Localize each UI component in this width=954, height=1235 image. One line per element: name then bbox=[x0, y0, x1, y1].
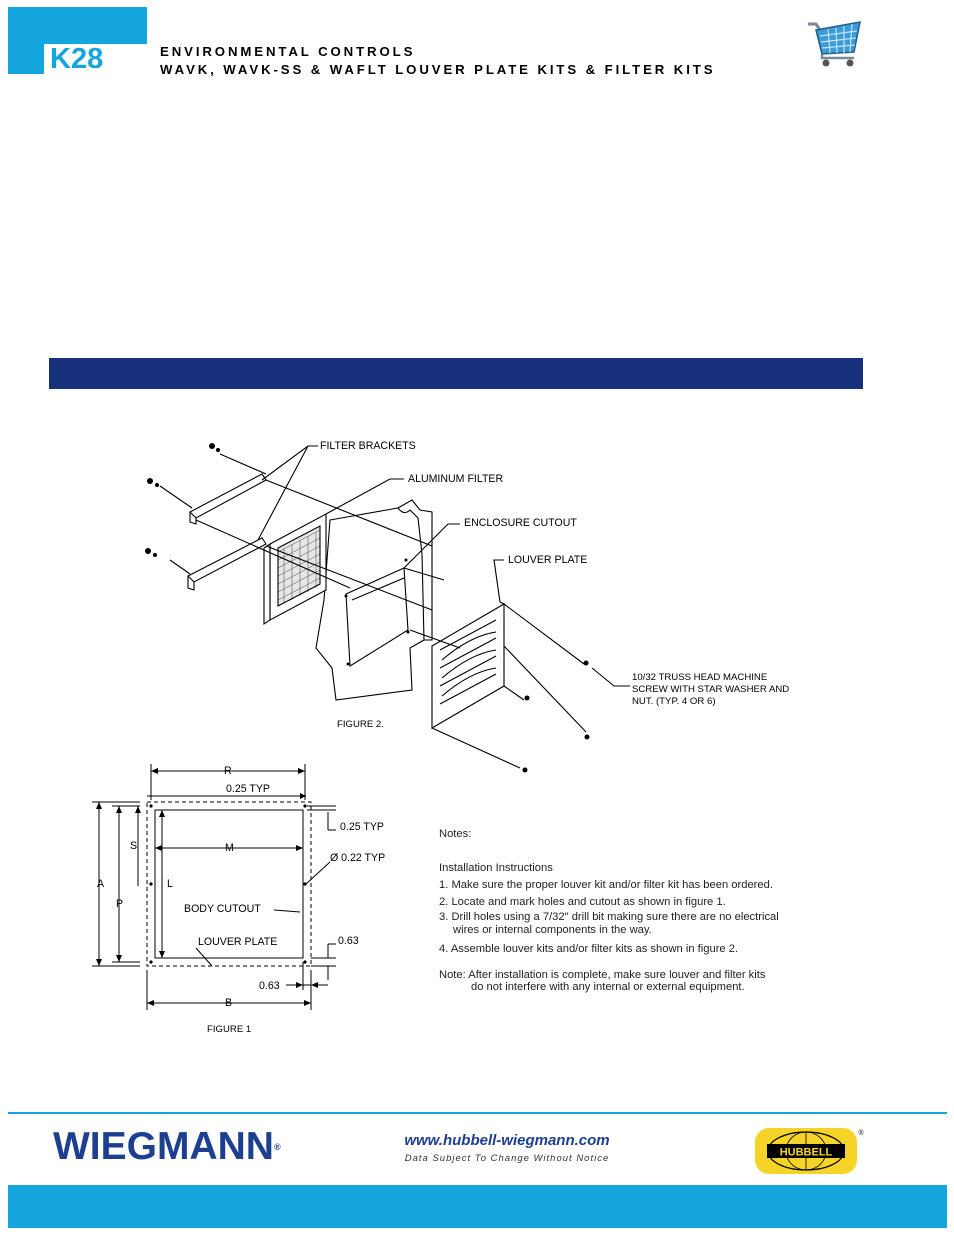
dim-b: B bbox=[225, 997, 233, 1009]
dim-typ-top: 0.25 TYP bbox=[226, 783, 270, 795]
louver-plate-label-fig1: LOUVER PLATE bbox=[198, 936, 278, 948]
install-note: Note: After installation is complete, make sure louver and filter kits bbox=[439, 969, 766, 981]
header-subtitle: WAVK, WAVK-SS & WAFLT LOUVER PLATE KITS & FILTER KITS bbox=[160, 62, 716, 77]
install-step-2: 2. Locate and mark holes and cutout as shown in figure 1. bbox=[439, 896, 726, 908]
body-cutout-label: BODY CUTOUT bbox=[184, 903, 261, 915]
dim-gap-right: 0.63 bbox=[338, 935, 359, 947]
dim-p: P bbox=[116, 898, 124, 910]
dim-gap-bottom: 0.63 bbox=[259, 980, 280, 992]
notes-spacer bbox=[439, 842, 779, 860]
screw-label-line-1: 10/32 TRUSS HEAD MACHINE bbox=[632, 672, 768, 683]
install-step-1: 1. Make sure the proper louver kit and/or filter kit has been ordered. bbox=[439, 879, 773, 891]
hubbell-logo-text: HUBBELL bbox=[779, 1146, 833, 1159]
wiegmann-logo: WIEGMANN® bbox=[53, 1125, 281, 1168]
figure-1-caption: FIGURE 1 bbox=[207, 1024, 252, 1035]
section-code: K28 bbox=[44, 44, 147, 74]
website-link[interactable]: www.hubbell-wiegmann.com bbox=[404, 1132, 610, 1149]
install-step-4: 4. Assemble louver kits and/or filter kits as shown in figure 2. bbox=[439, 943, 739, 955]
install-step-3: 3. Drill holes using a 7/32" drill bit making sure there are no electrical bbox=[439, 911, 779, 923]
hubbell-logo bbox=[753, 1126, 866, 1176]
dim-l: L bbox=[167, 878, 173, 890]
dim-a: A bbox=[97, 878, 105, 890]
svg-text:®: ® bbox=[858, 1130, 864, 1137]
wiegmann-logo-text: WIEGMANN bbox=[53, 1125, 274, 1168]
dim-s: S bbox=[130, 840, 138, 852]
louver-plate-label: LOUVER PLATE bbox=[508, 554, 588, 566]
enclosure-cutout-label: ENCLOSURE CUTOUT bbox=[464, 517, 577, 529]
dim-typ-right: 0.25 TYP bbox=[340, 821, 384, 833]
aluminum-filter-label: ALUMINUM FILTER bbox=[408, 473, 504, 485]
install-note-cont: do not interfere with any internal or external equipment. bbox=[471, 981, 745, 993]
dim-hole: Ø 0.22 TYP bbox=[330, 852, 386, 864]
header-title: ENVIRONMENTAL CONTROLS bbox=[160, 44, 416, 59]
screw-label-line-3: NUT. (TYP. 4 OR 6) bbox=[632, 696, 716, 707]
filter-brackets-label: FILTER BRACKETS bbox=[320, 440, 416, 452]
notes-heading: Notes: bbox=[439, 828, 472, 840]
screw-label-line-2: SCREW WITH STAR WASHER AND bbox=[632, 684, 790, 695]
figure-2-caption: FIGURE 2. bbox=[337, 719, 384, 730]
footer-rule bbox=[8, 1112, 947, 1114]
dim-r: R bbox=[224, 765, 232, 777]
footer-bar bbox=[8, 1185, 947, 1228]
dim-m: M bbox=[225, 842, 234, 854]
install-heading: Installation Instructions bbox=[439, 862, 553, 874]
installation-notes bbox=[439, 826, 779, 993]
install-step-3-cont: wires or internal components in the way. bbox=[453, 924, 652, 936]
disclaimer: Data Subject To Change Without Notice bbox=[404, 1153, 610, 1164]
